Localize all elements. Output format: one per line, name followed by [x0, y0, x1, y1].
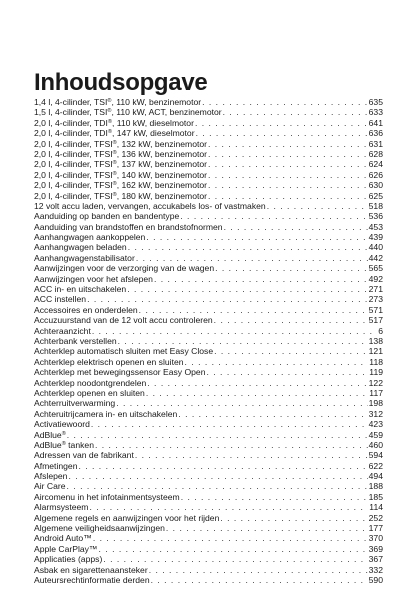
toc-entry-page: 119: [369, 367, 383, 378]
toc-entry-label: Android Auto™: [34, 533, 92, 544]
dot-leader: [149, 565, 368, 575]
dot-leader: [195, 118, 368, 128]
toc-entry[interactable]: [34, 513, 383, 523]
toc-entry[interactable]: [34, 284, 383, 294]
dot-leader: [214, 346, 368, 356]
toc-entry[interactable]: [34, 149, 383, 159]
toc-entry[interactable]: [34, 367, 383, 377]
toc-entry-page: 536: [368, 211, 383, 222]
toc-entry-label: 2,0 l, 4-cilinder, TFSI®, 137 kW, benzinemotor: [34, 159, 207, 170]
toc-entry-page: 312: [368, 408, 383, 419]
toc-entry-page: 423: [368, 419, 383, 430]
toc-entry-page: 118: [369, 356, 383, 367]
toc-entry-page: 459: [368, 429, 383, 440]
dot-leader: [118, 336, 368, 346]
toc-entry-label: Achterklep met bewegingssensor Easy Open: [34, 367, 206, 378]
dot-leader: [139, 305, 368, 315]
toc-entry[interactable]: [34, 159, 383, 169]
toc-entry-label: AdBlue® tanken: [34, 439, 94, 450]
dot-leader: [116, 398, 367, 408]
toc-entry-label: Aanduiding van brandstoffen en brandstofnormen: [34, 221, 223, 232]
toc-entry-label: Algemene veiligheidsaanwijzingen: [34, 523, 165, 534]
toc-entry-page: 571: [368, 304, 383, 315]
toc-entry[interactable]: [34, 440, 383, 450]
toc-entry-label: ACC in- en uitschakelen: [34, 284, 127, 295]
toc-entry[interactable]: [34, 554, 383, 564]
dot-leader: [208, 149, 368, 159]
toc-entry-label: 2,0 l, 4-cilinder, TFSI®, 132 kW, benzinemotor: [34, 138, 207, 149]
dot-leader: [135, 450, 368, 460]
toc-entry-page: 332: [368, 564, 383, 575]
toc-entry[interactable]: [34, 409, 383, 419]
toc-entry[interactable]: [34, 211, 383, 221]
dot-leader: [154, 274, 368, 284]
toc-entry-label: Accuzuurstand van de 12 volt accu controleren: [34, 315, 213, 326]
toc-entry-label: 2,0 l, 4-cilinder, TFSI®, 180 kW, benzinemotor: [34, 190, 207, 201]
toc-entry-label: Aanhangwagen aankoppelen: [34, 232, 146, 243]
toc-entry[interactable]: [34, 315, 383, 325]
toc-entry[interactable]: [34, 502, 383, 512]
toc-entry-page: 565: [368, 263, 383, 274]
toc-entry-label: AdBlue®: [34, 429, 66, 440]
toc-entry[interactable]: [34, 492, 383, 502]
dot-leader: [208, 170, 368, 180]
toc-entry[interactable]: [34, 201, 383, 211]
toc-entry-page: 460: [368, 439, 383, 450]
toc-entry-page: 633: [368, 107, 383, 118]
dot-leader: [180, 211, 367, 221]
toc-entry-page: 594: [368, 450, 383, 461]
toc-entry-page: 117: [369, 387, 383, 398]
toc-entry-label: Accessoires en onderdelen: [34, 304, 138, 315]
toc-entry-label: Aanhangwagen beladen: [34, 242, 127, 253]
toc-entry-page: 369: [368, 543, 383, 554]
toc-entry[interactable]: [34, 388, 383, 398]
dot-leader: [178, 409, 367, 419]
toc-entry-label: 1,5 l, 4-cilinder, TSI®, 110 kW, ACT, benzinemotor: [34, 107, 222, 118]
toc-entry[interactable]: [34, 118, 383, 128]
toc-entry-label: Achteruitrijcamera in- en uitschakelen: [34, 408, 178, 419]
dot-leader: [202, 97, 368, 107]
dot-leader: [95, 440, 368, 450]
toc-entry-label: Afmetingen: [34, 460, 78, 471]
toc-entry[interactable]: [34, 544, 383, 554]
toc-entry-page: 625: [368, 190, 383, 201]
toc-entry-page: 518: [368, 200, 383, 211]
toc-entry[interactable]: [34, 565, 383, 575]
dot-leader: [207, 367, 369, 377]
toc-entry-label: Adressen van de fabrikant: [34, 450, 134, 461]
toc-entry-page: 177: [368, 523, 383, 534]
toc-entry-page: 198: [368, 398, 383, 409]
toc-entry-page: 630: [368, 180, 383, 191]
toc-entry-label: Achterbank verstellen: [34, 335, 117, 346]
toc-entry-page: 628: [368, 148, 383, 159]
toc-entry-page: 121: [368, 346, 383, 357]
toc-list: [34, 97, 383, 585]
toc-entry[interactable]: [34, 274, 383, 284]
dot-leader: [68, 471, 367, 481]
toc-entry[interactable]: [34, 346, 383, 356]
toc-entry-label: Aanwijzingen voor het afslepen: [34, 273, 153, 284]
toc-entry-label: 2,0 l, 4-cilinder, TFSI®, 140 kW, benzinemotor: [34, 169, 207, 180]
toc-entry-page: 6: [378, 325, 383, 336]
toc-entry-page: 273: [368, 294, 383, 305]
toc-entry-label: Asbak en sigarettenaansteker: [34, 564, 148, 575]
dot-leader: [166, 523, 368, 533]
dot-leader: [185, 357, 369, 367]
dot-leader: [224, 222, 368, 232]
toc-entry-page: 624: [368, 159, 383, 170]
dot-leader: [208, 139, 368, 149]
toc-entry-label: ACC instellen: [34, 294, 87, 305]
toc-entry-page: 370: [368, 533, 383, 544]
dot-leader: [136, 253, 368, 263]
dot-leader: [146, 232, 367, 242]
toc-entry[interactable]: [34, 378, 383, 388]
dot-leader: [151, 575, 368, 585]
toc-entry-label: Auteursrechtinformatie derden: [34, 574, 150, 585]
toc-entry[interactable]: [34, 419, 383, 429]
toc-entry[interactable]: [34, 305, 383, 315]
toc-entry-label: 2,0 l, 4-cilinder, TDI®, 147 kW, dieselmotor: [34, 128, 195, 139]
toc-entry-label: Aanhangwagenstabilisator: [34, 252, 135, 263]
toc-entry-page: 631: [368, 138, 383, 149]
toc-entry[interactable]: [34, 481, 383, 491]
dot-leader: [208, 180, 368, 190]
dot-leader: [91, 419, 368, 429]
toc-entry-label: Achterklep noodontgrendelen: [34, 377, 147, 388]
dot-leader: [128, 242, 368, 252]
toc-entry-page: 122: [368, 377, 383, 388]
toc-entry[interactable]: [34, 398, 383, 408]
toc-entry[interactable]: [34, 253, 383, 263]
dot-leader: [267, 201, 368, 211]
toc-entry[interactable]: [34, 430, 383, 440]
toc-entry[interactable]: [34, 450, 383, 460]
toc-entry[interactable]: [34, 471, 383, 481]
toc-entry-label: Achteraanzicht: [34, 325, 91, 336]
toc-entry-label: Aanduiding op banden en bandentype: [34, 211, 180, 222]
dot-leader: [208, 159, 368, 169]
toc-entry-page: 442: [368, 252, 383, 263]
dot-leader: [196, 128, 368, 138]
toc-entry[interactable]: [34, 294, 383, 304]
toc-entry-page: 494: [368, 471, 383, 482]
toc-entry-label: Achterklep elektrisch openen en sluiten: [34, 356, 184, 367]
toc-entry-label: Alarmsysteem: [34, 502, 89, 513]
toc-entry-label: Achterklep openen en sluiten: [34, 387, 145, 398]
toc-entry[interactable]: [34, 170, 383, 180]
toc-entry[interactable]: [34, 357, 383, 367]
toc-entry-page: 138: [368, 335, 383, 346]
toc-entry-page: 590: [368, 574, 383, 585]
toc-entry-label: 2,0 l, 4-cilinder, TFSI®, 136 kW, benzinemotor: [34, 148, 207, 159]
toc-entry-page: 641: [368, 117, 383, 128]
dot-leader: [214, 315, 368, 325]
toc-entry-page: 252: [368, 512, 383, 523]
dot-leader: [215, 263, 368, 273]
toc-entry-page: 517: [368, 315, 383, 326]
dot-leader: [67, 430, 368, 440]
toc-entry-label: 2,0 l, 4-cilinder, TFSI®, 162 kW, benzinemotor: [34, 180, 207, 191]
toc-entry[interactable]: [34, 191, 383, 201]
toc-entry-label: 12 volt accu laden, vervangen, accukabels los- of vastmaken: [34, 200, 266, 211]
toc-entry[interactable]: [34, 533, 383, 543]
toc-entry-label: 1,4 l, 4-cilinder, TSI®, 110 kW, benzinemotor: [34, 97, 202, 107]
dot-leader: [78, 461, 367, 471]
dot-leader: [92, 326, 377, 336]
toc-entry-page: 114: [369, 502, 383, 513]
toc-entry[interactable]: [34, 107, 383, 117]
toc-entry[interactable]: [34, 222, 383, 232]
toc-entry[interactable]: [34, 128, 383, 138]
toc-entry[interactable]: [34, 232, 383, 242]
page-title: Inhoudsopgave: [34, 69, 208, 96]
toc-entry-label: Aircomenu in het infotainmentsysteem: [34, 491, 180, 502]
toc-entry[interactable]: [34, 336, 383, 346]
toc-entry[interactable]: [34, 461, 383, 471]
toc-entry-page: 440: [368, 242, 383, 253]
dot-leader: [127, 284, 367, 294]
toc-entry[interactable]: [34, 326, 383, 336]
dot-leader: [67, 481, 368, 491]
dot-leader: [87, 294, 368, 304]
toc-entry[interactable]: [34, 139, 383, 149]
toc-entry-label: Achterklep automatisch sluiten met Easy Close: [34, 346, 214, 357]
toc-entry-page: 492: [368, 273, 383, 284]
toc-entry-label: Activatiewoord: [34, 419, 90, 430]
toc-entry-page: 188: [368, 481, 383, 492]
dot-leader: [99, 544, 368, 554]
toc-entry-label: Algemene regels en aanwijzingen voor het rijden: [34, 512, 220, 523]
toc-entry-label: 2,0 l, 4-cilinder, TDI®, 110 kW, dieselmotor: [34, 117, 194, 128]
toc-entry-page: 271: [368, 284, 383, 295]
dot-leader: [181, 492, 368, 502]
toc-entry-page: 367: [368, 554, 383, 565]
dot-leader: [208, 191, 368, 201]
dot-leader: [146, 388, 368, 398]
toc-entry[interactable]: [34, 180, 383, 190]
toc-entry-label: Aanwijzingen voor de verzorging van de wagen: [34, 263, 215, 274]
toc-entry-page: 622: [368, 460, 383, 471]
toc-entry[interactable]: [34, 575, 383, 585]
dot-leader: [223, 107, 368, 117]
toc-page: [34, 70, 383, 585]
toc-entry[interactable]: [34, 523, 383, 533]
toc-entry-page: 439: [368, 232, 383, 243]
dot-leader: [220, 513, 367, 523]
dot-leader: [147, 378, 367, 388]
toc-entry[interactable]: [34, 242, 383, 252]
dot-leader: [93, 533, 368, 543]
toc-entry-page: 453: [368, 221, 383, 232]
toc-entry-label: Afslepen: [34, 471, 68, 482]
toc-entry-page: 626: [368, 169, 383, 180]
toc-entry-page: 185: [368, 491, 383, 502]
toc-entry-page: 635: [368, 97, 383, 107]
dot-leader: [103, 554, 367, 564]
toc-entry-label: Achterruitverwarming: [34, 398, 116, 409]
toc-entry-label: Applicaties (apps): [34, 554, 103, 565]
toc-entry[interactable]: [34, 263, 383, 273]
toc-entry[interactable]: [34, 97, 383, 107]
dot-leader: [89, 502, 368, 512]
toc-entry-page: 636: [368, 128, 383, 139]
toc-entry-label: Air Care: [34, 481, 66, 492]
toc-entry-label: Apple CarPlay™: [34, 543, 98, 554]
